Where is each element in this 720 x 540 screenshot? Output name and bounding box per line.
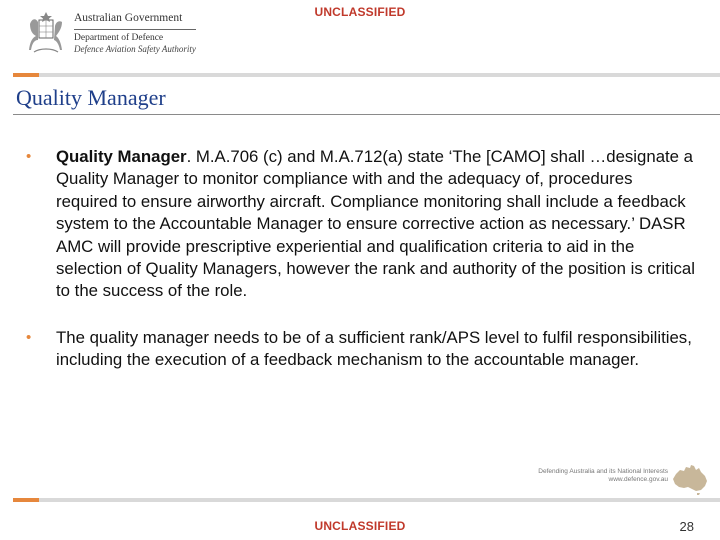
bullet-text: The quality manager needs to be of a sufficient rank/APS level to fulfil responsibilities, including the execution of a feedback mechanism to the accountable manager.	[56, 327, 692, 370]
bullet-text: . M.A.706 (c) and M.A.712(a) state ‘The [CAMO] shall …designate a Quality Manager to monitor compliance with and the adequacy of, procedures required to ensure airworthy aircraft. Compliance monitoring shall include a feedback system to the Accountable Manager to ensure corrective action as necessary.’ DASR AMC will provide prescriptive experiential and qualification criteria to aid in the selection of Quality Managers, however the rank and authority of the position is critical to the success of the role.	[56, 147, 695, 301]
authority-name: Defence Aviation Safety Authority	[74, 44, 196, 54]
bullet-marker: •	[26, 148, 32, 165]
classification-banner-top: UNCLASSIFIED	[314, 5, 406, 19]
agency-text	[74, 12, 196, 55]
footer-divider-accent	[13, 498, 39, 502]
department-name: Department of Defence	[74, 33, 164, 43]
tagline-text: Defending Australia and its National Interests	[538, 468, 668, 475]
footer-divider-bar	[13, 498, 720, 502]
classification-banner-bottom: UNCLASSIFIED	[314, 519, 406, 533]
government-logo	[26, 10, 196, 62]
australia-map-icon	[670, 462, 710, 496]
government-name: Australian Government	[74, 12, 183, 24]
agency-divider	[74, 29, 196, 30]
defence-url: www.defence.gov.au	[608, 476, 668, 483]
title-divider-accent	[13, 73, 39, 77]
slide-title: Quality Manager	[16, 85, 166, 110]
bullet-lead: Quality Manager	[56, 147, 187, 166]
bullet-list	[24, 146, 696, 372]
bullet-item	[24, 327, 696, 372]
title-underline	[13, 114, 720, 115]
coat-of-arms-icon	[26, 10, 66, 56]
footer-tagline	[538, 468, 668, 484]
bullet-item	[24, 146, 696, 303]
bullet-marker: •	[26, 328, 32, 346]
title-divider-bar	[13, 73, 720, 77]
page-number: 28	[679, 519, 694, 534]
